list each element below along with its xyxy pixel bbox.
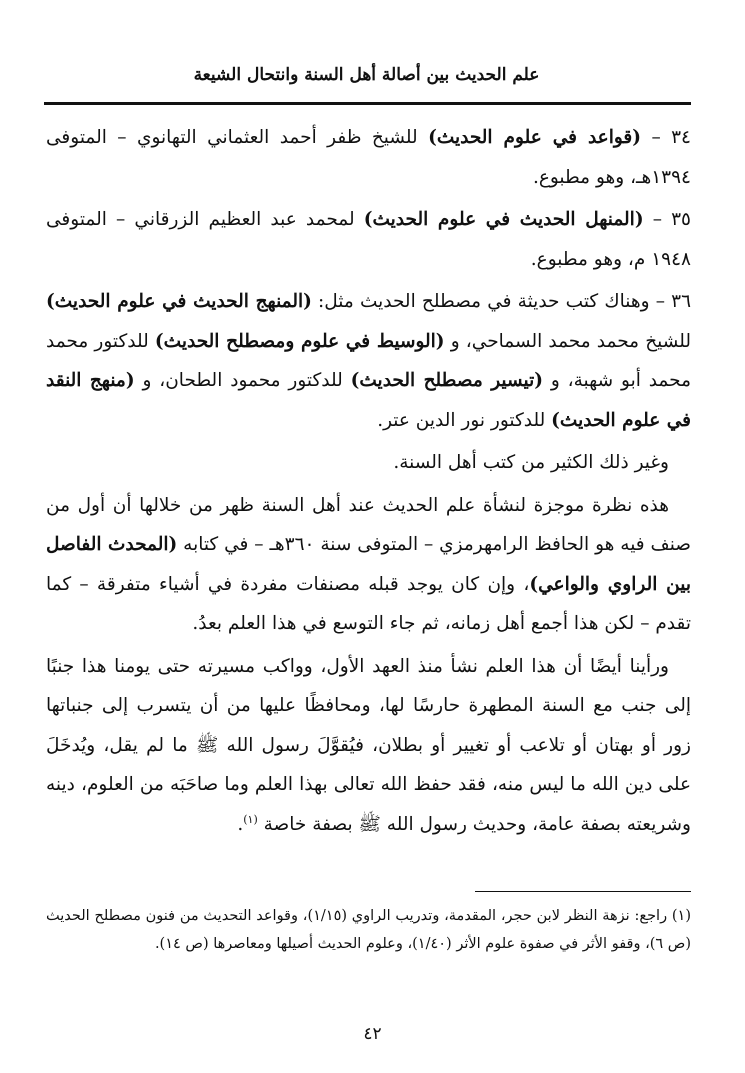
- list-item-35: [46, 200, 691, 279]
- book-title: (المحدث الفاصل بين الراوي والواعي): [46, 534, 691, 595]
- list-item-36: [46, 282, 691, 440]
- list-item-34: [46, 118, 691, 197]
- footnote-1: (١) راجع: نزهة النظر لابن حجر، المقدمة، وتدريب الراوي (١/١٥)، وقواعد التحديث من فنون مصطلح الحديث (ص ٦)، وقفو الأثر في صفوة علوم الأثر (١/٤٠)، وعلوم الحديث أصيلها ومعاصرها (ص ١٤).: [46, 908, 691, 952]
- item-number: ٣٥ –: [643, 209, 691, 230]
- item-text: للشيخ محمد محمد السماحي، و: [444, 330, 691, 352]
- item-text: للدكتور محمود الطحان، و: [134, 370, 351, 391]
- paragraph-other-books: وغير ذلك الكثير من كتب أهل السنة.: [393, 452, 669, 473]
- footnote-reference[interactable]: (١): [243, 812, 258, 826]
- paragraph-summary: [46, 486, 691, 644]
- item-text: للدكتور نور الدين عتر.: [377, 409, 552, 431]
- footnotes: [46, 902, 691, 958]
- item-text: للشيخ ظفر أحمد العثماني التهانوي – المتوفى ١٣٩٤هـ، وهو مطبوع.: [46, 127, 691, 188]
- paragraph-text: هذه نظرة موجزة لنشأة علم الحديث عند أهل السنة ظهر من خلالها أن أول من صنف فيه هو الحافظ الرامهرمزي – المتوفى سنة ٣٦٠هـ – في كتابه: [46, 494, 691, 555]
- paragraph-conclusion: [46, 647, 691, 845]
- book-title: (المنهل الحديث في علوم الحديث): [363, 209, 644, 230]
- page-number: ٤٢: [363, 1024, 382, 1044]
- book-title: (قواعد في علوم الحديث): [428, 127, 642, 148]
- running-title: علم الحديث بين أصالة أهل السنة وانتحال الشيعة: [193, 65, 540, 85]
- item-text: للدكتور محمد محمد أبو شهبة، و: [46, 330, 691, 391]
- main-text: [46, 118, 691, 847]
- footnote-separator: [475, 891, 691, 892]
- book-title: (الوسيط في علوم ومصطلح الحديث): [154, 330, 445, 352]
- item-number: ٣٤ –: [641, 127, 691, 148]
- paragraph-end: .: [237, 813, 244, 835]
- paragraph-text: ورأينا أيضًا أن هذا العلم نشأ منذ العهد الأول، وواكب مسيرته حتى يومنا هذا جنبًا إلى جنب مع السنة المطهرة حارسًا لها، ومحافظًا عليها من أن يتسرب إلى جنباتها زور أو بهتان أو تلاعب أو تغيير أو بطلان، فيُقوَّلَ رسول الله ﷺ ما لم يقل، ويُدخَلَ على دين الله ما ليس منه، فقد حفظ الله تعالى بهذا العلم وما صاحَبَه من العلوم، دينه وشريعته بصفة عامة، وحديث رسول الله ﷺ بصفة خاصة: [46, 655, 691, 835]
- book-title: (تيسير مصطلح الحديث): [350, 370, 543, 391]
- header-rule: [44, 102, 691, 105]
- item-text: ٣٦ – وهناك كتب حديثة في مصطلح الحديث مثل:: [311, 291, 692, 312]
- item-text: لمحمد عبد العظيم الزرقاني – المتوفى ١٩٤٨ م، وهو مطبوع.: [46, 209, 691, 270]
- book-title: (المنهج الحديث في علوم الحديث): [46, 291, 312, 312]
- book-title: (منهج النقد في علوم الحديث): [46, 370, 691, 431]
- paragraph-text: ، وإن كان يوجد قبله مصنفات مفردة في أشياء متفرقة – كما تقدم – لكن هذا أجمع أهل زمانه، ثم جاء التوسع في هذا العلم بعدُ.: [46, 573, 691, 634]
